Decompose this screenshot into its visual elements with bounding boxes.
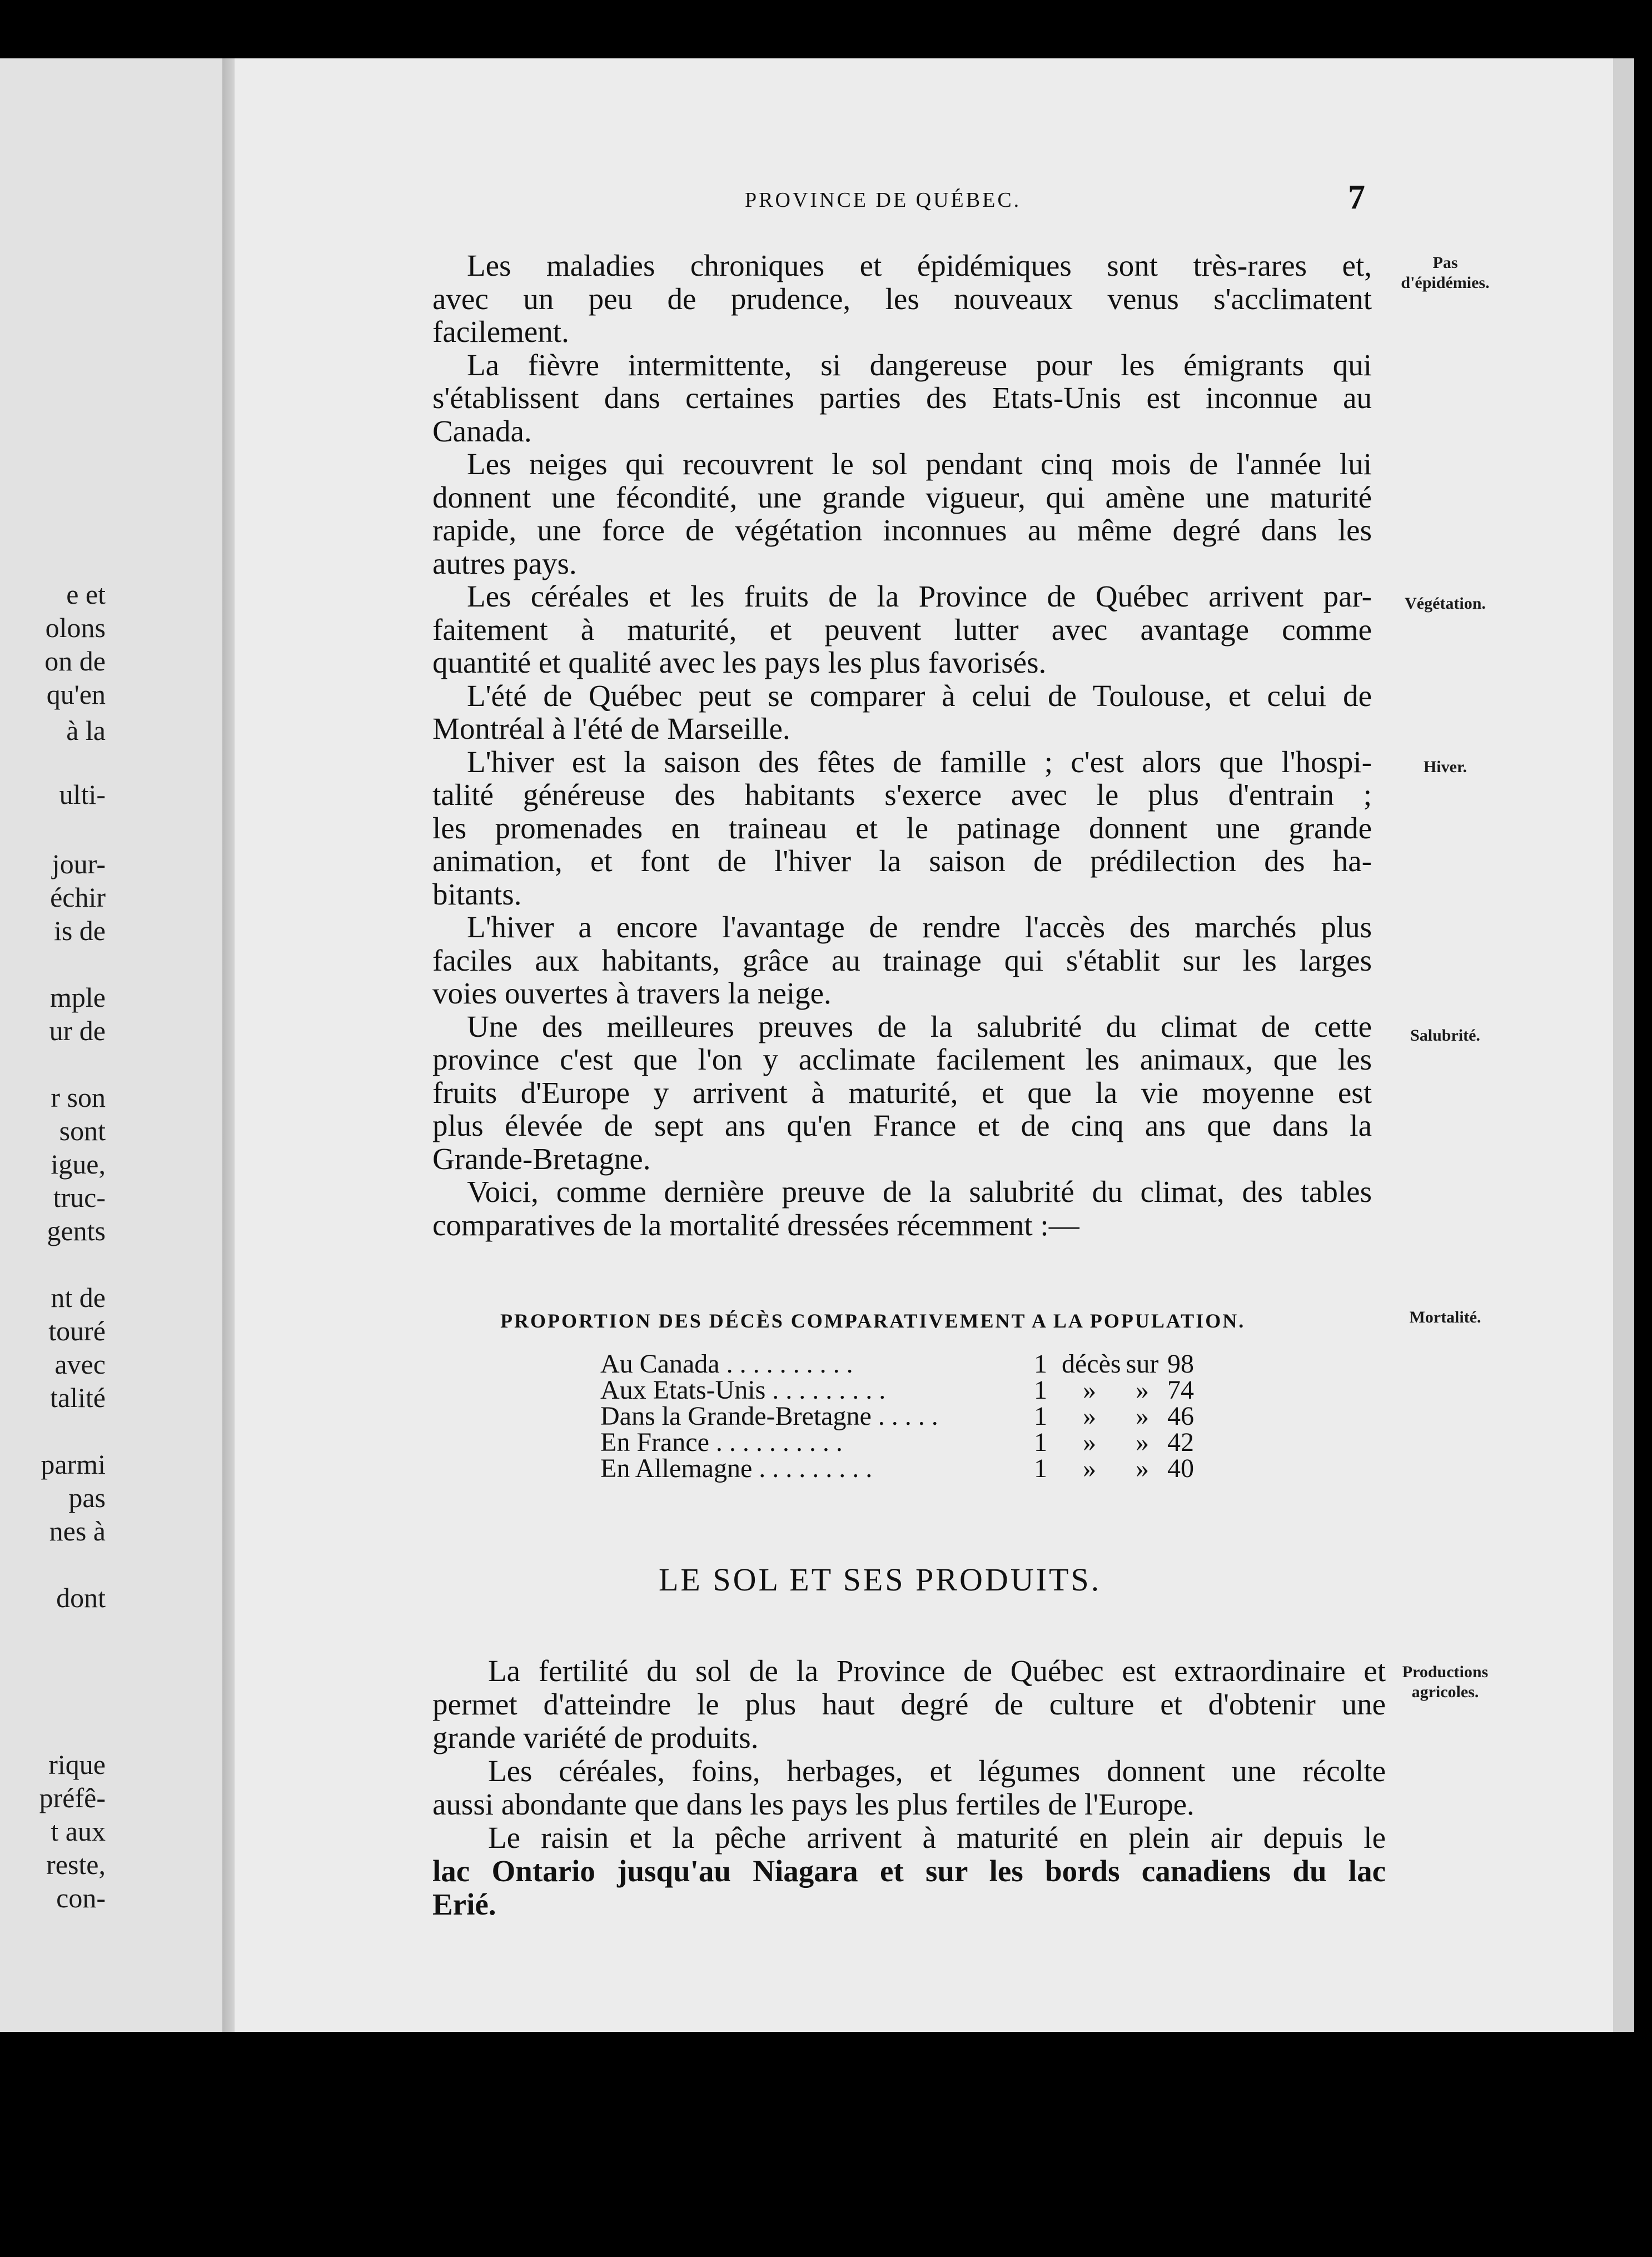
table-cell-w1: » <box>1083 1428 1096 1457</box>
left-page-text-fragment: à la <box>66 715 106 746</box>
table-row <box>600 1455 1206 1482</box>
left-page-text-fragment: ur de <box>49 1015 106 1046</box>
left-page-text-fragment: truc- <box>53 1182 106 1213</box>
table-cell-n1: 1 <box>1034 1454 1047 1483</box>
left-page-text-fragment: reste, <box>46 1849 106 1880</box>
body-line: L'hiver est la saison des fêtes de famille ; c'est alors que l'hospi- <box>467 744 1372 779</box>
body-line: L'hiver a encore l'avantage de rendre l'accès des marchés plus <box>467 910 1372 944</box>
left-page-text-fragment: olons <box>45 612 106 643</box>
table-cell-w2: » <box>1136 1375 1149 1405</box>
body-line: Les maladies chroniques et épidémiques sont très-rares et, <box>467 248 1372 282</box>
body-line: rapide, une force de végétation inconnues au même degré dans les <box>432 513 1372 547</box>
body-line: comparatives de la mortalité dressées récemment :— <box>432 1207 1079 1242</box>
table-cell-n2: 46 <box>1167 1401 1194 1431</box>
left-page-text-fragment: on de <box>44 645 106 677</box>
body-line: Une des meilleures preuves de la salubrité du climat de cette <box>467 1009 1372 1043</box>
table-row <box>600 1429 1206 1456</box>
left-page-text-fragment: t aux <box>51 1816 106 1847</box>
margin-note-productions: Productions agricoles. <box>1402 1663 1489 1701</box>
table-cell-n2: 98 <box>1167 1349 1194 1379</box>
table-cell-country: En Allemagne . . . . . . . . . <box>600 1454 873 1483</box>
left-page-text-fragment: touré <box>48 1315 106 1346</box>
left-page-fragment <box>0 58 222 2032</box>
table-cell-w1: » <box>1083 1454 1096 1483</box>
table-cell-n2: 74 <box>1167 1375 1194 1405</box>
left-page-text-fragment: igue, <box>51 1149 106 1180</box>
table-cell-n1: 1 <box>1034 1401 1047 1431</box>
page-number: 7 <box>1348 178 1365 216</box>
left-page-text-fragment: rique <box>48 1749 106 1780</box>
body-line: faciles aux habitants, grâce au trainage qui s'établit sur les larges <box>432 943 1372 977</box>
left-page-text-fragment: échir <box>50 882 106 913</box>
body-line: Les céréales et les fruits de la Province de Québec arrivent par- <box>467 579 1372 613</box>
body-line: province c'est que l'on y acclimate facilement les animaux, que les <box>432 1042 1372 1076</box>
section-line: Erié. <box>432 1887 496 1921</box>
body-line: animation, et font de l'hiver la saison de prédilection des ha- <box>432 844 1372 878</box>
table-row <box>600 1351 1206 1378</box>
table-row <box>600 1377 1206 1404</box>
table-cell-n2: 40 <box>1167 1454 1194 1483</box>
left-page-text-fragment: talité <box>50 1382 106 1413</box>
body-line: les promenades en traineau et le patinage donnent une grande <box>432 811 1372 845</box>
margin-note-vegetation: Végétation. <box>1405 594 1486 613</box>
body-line: L'été de Québec peut se comparer à celui de Toulouse, et celui de <box>467 678 1372 713</box>
page-edge <box>1613 58 1634 2032</box>
body-line: Montréal à l'été de Marseille. <box>432 712 790 745</box>
left-page-text-fragment: mple <box>50 982 106 1013</box>
left-page-text-fragment: pas <box>68 1482 106 1513</box>
body-line: faitement à maturité, et peuvent lutter avec avantage comme <box>432 612 1372 647</box>
body-line: voies ouvertes à travers la neige. <box>432 976 832 1010</box>
left-page-text-fragment: qu'en <box>46 679 106 710</box>
mortality-table-title: PROPORTION DES DÉCÈS COMPARATIVEMENT A LA POPULATION. <box>500 1310 1246 1332</box>
body-line: Les neiges qui recouvrent le sol pendant cinq mois de l'année lui <box>467 447 1372 481</box>
table-cell-country: Au Canada . . . . . . . . . . <box>600 1349 853 1379</box>
section-line: aussi abondante que dans les pays les plus fertiles de l'Europe. <box>432 1787 1195 1821</box>
section-line: Le raisin et la pêche arrivent à maturité en plein air depuis le <box>488 1821 1386 1855</box>
table-cell-w1: décès <box>1062 1349 1121 1379</box>
left-page-text-fragment: nt de <box>51 1282 106 1313</box>
table-cell-n1: 1 <box>1034 1349 1047 1379</box>
table-cell-w2: sur <box>1126 1349 1159 1379</box>
table-cell-n1: 1 <box>1034 1375 1047 1405</box>
table-cell-w2: » <box>1136 1401 1149 1431</box>
table-cell-w2: » <box>1136 1454 1149 1483</box>
table-cell-n1: 1 <box>1034 1428 1047 1457</box>
left-page-text-fragment: r son <box>51 1082 106 1113</box>
body-line: quantité et qualité avec les pays les plus favorisés. <box>432 645 1047 679</box>
section-line: lac Ontario jusqu'au Niagara et sur les bords canadiens du lac <box>432 1854 1386 1888</box>
body-line: facilement. <box>432 315 569 349</box>
left-page-text-fragment: con- <box>56 1882 106 1913</box>
table-cell-n2: 42 <box>1167 1428 1194 1457</box>
section-line: Les céréales, foins, herbages, et légumes donnent une récolte <box>488 1754 1386 1788</box>
table-cell-country: Dans la Grande-Bretagne . . . . . <box>600 1401 938 1431</box>
margin-note-hiver: Hiver. <box>1423 758 1467 776</box>
margin-note-pas-epidemies: Pas d'épidémies. <box>1401 253 1490 292</box>
body-line: donnent une fécondité, une grande vigueur, qui amène une maturité <box>432 480 1372 514</box>
table-cell-w1: » <box>1083 1401 1096 1431</box>
margin-note-salubrite: Salubrité. <box>1410 1026 1480 1045</box>
running-header: PROVINCE DE QUÉBEC. <box>745 188 1022 212</box>
table-cell-w1: » <box>1083 1375 1096 1405</box>
section-line: La fertilité du sol de la Province de Québec est extraordinaire et <box>488 1654 1386 1688</box>
book-gutter <box>222 58 235 2032</box>
table-cell-w2: » <box>1136 1428 1149 1457</box>
body-line: La fièvre intermittente, si dangereuse pour les émigrants qui <box>467 347 1372 382</box>
left-page-text-fragment: parmi <box>41 1449 106 1480</box>
section-line: grande variété de produits. <box>432 1721 759 1754</box>
body-line: Canada. <box>432 414 532 448</box>
left-page-text-fragment: ulti- <box>59 779 106 810</box>
left-page-text-fragment: dont <box>56 1582 106 1613</box>
left-page-text-fragment: préfê- <box>39 1782 106 1813</box>
body-line: avec un peu de prudence, les nouveaux venus s'acclimatent <box>432 281 1372 316</box>
left-page-text-fragment: jour- <box>52 848 106 879</box>
left-page-text-fragment: avec <box>54 1349 106 1380</box>
body-line: Voici, comme dernière preuve de la salubrité du climat, des tables <box>467 1175 1372 1209</box>
body-line: fruits d'Europe y arrivent à maturité, et que la vie moyenne est <box>432 1075 1372 1110</box>
body-line: s'établissent dans certaines parties des Etats-Unis est inconnue au <box>432 381 1372 415</box>
body-line: autres pays. <box>432 546 577 580</box>
left-page-text-fragment: gents <box>47 1215 106 1246</box>
body-line: Grande-Bretagne. <box>432 1141 651 1176</box>
table-row <box>600 1403 1206 1430</box>
body-line: talité généreuse des habitants s'exerce avec le plus d'entrain ; <box>432 778 1372 812</box>
table-cell-country: Aux Etats-Unis . . . . . . . . . <box>600 1375 886 1405</box>
margin-note-mortalite: Mortalité. <box>1409 1308 1481 1326</box>
left-page-text-fragment: sont <box>59 1115 106 1146</box>
body-line: bitants. <box>432 877 522 911</box>
section-line: permet d'atteindre le plus haut degré de culture et d'obtenir une <box>432 1687 1386 1721</box>
left-page-text-fragment: nes à <box>49 1515 106 1547</box>
section-heading: LE SOL ET SES PRODUITS. <box>659 1562 1102 1598</box>
left-page-text-fragment: e et <box>66 579 106 610</box>
left-page-text-fragment: is de <box>53 915 106 946</box>
body-line: plus élevée de sept ans qu'en France et de cinq ans que dans la <box>432 1108 1372 1142</box>
table-cell-country: En France . . . . . . . . . . <box>600 1428 843 1457</box>
